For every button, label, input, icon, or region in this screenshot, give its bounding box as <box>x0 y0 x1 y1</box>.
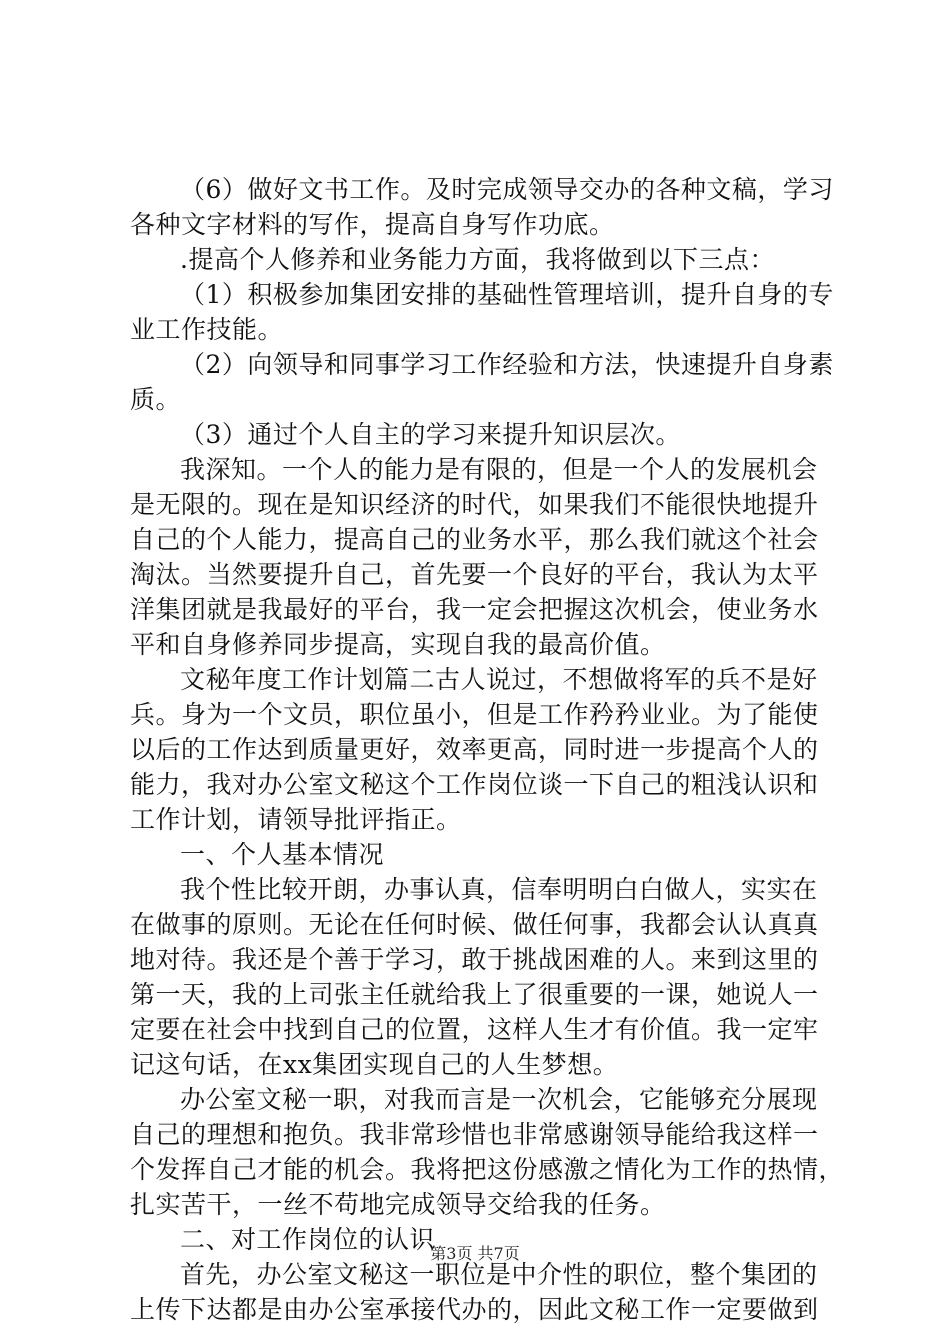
text-line: 我深知。一个人的能力是有限的，但是一个人的发展机会 <box>180 455 818 484</box>
text-line: 在做事的原则。无论在任何时候、做任何事，我都会认认真真 <box>130 910 819 939</box>
text-line: 首先，办公室文秘这一职位是中介性的职位，整个集团的 <box>180 1260 818 1289</box>
text-line: 第一天，我的上司张主任就给我上了很重要的一课，她说人一 <box>130 980 819 1009</box>
text-line: 二、对工作岗位的认识 <box>180 1225 436 1254</box>
text-line: 文秘年度工作计划篇二古人说过，不想做将军的兵不是好 <box>180 665 818 694</box>
text-line: 地对待。我还是个善于学习，敢于挑战困难的人。来到这里的 <box>130 945 819 974</box>
text-line: 能力，我对办公室文秘这个工作岗位谈一下自己的粗浅认识和 <box>130 770 819 799</box>
text-line: 个发挥自己才能的机会。我将把这份感激之情化为工作的热情， <box>130 1155 845 1184</box>
text-line: 平和自身修养同步提高，实现自我的最高价值。 <box>130 630 666 659</box>
text-line: 是无限的。现在是知识经济的时代，如果我们不能很快地提升 <box>130 490 819 519</box>
text-line: 工作计划，请领导批评指正。 <box>130 805 462 834</box>
text-line: （2）向领导和同事学习工作经验和方法，快速提升自身素 <box>180 350 834 379</box>
text-line: 上传下达都是由办公室承接代办的，因此文秘工作一定要做到 <box>130 1295 819 1324</box>
page-footer: 第3页 共7页 <box>430 1244 520 1263</box>
text-line: 我个性比较开朗，办事认真，信奉明明白白做人，实实在 <box>180 875 818 904</box>
text-line: 淘汰。当然要提升自己，首先要一个良好的平台，我认为太平 <box>130 560 819 589</box>
text-line: 质。 <box>130 385 182 414</box>
text-line: 定要在社会中找到自己的位置，这样人生才有价值。我一定牢 <box>130 1015 819 1044</box>
text-line: 自己的个人能力，提高自己的业务水平，那么我们就这个社会 <box>130 525 819 554</box>
text-line: （3）通过个人自主的学习来提升知识层次。 <box>180 420 681 449</box>
text-line: 各种文字材料的写作，提高自身写作功底。 <box>130 210 615 239</box>
text-line: 洋集团就是我最好的平台，我一定会把握这次机会，使业务水 <box>130 595 819 624</box>
text-line: 自己的理想和抱负。我非常珍惜也非常感谢领导能给我这样一 <box>130 1120 819 1149</box>
text-line: （1）积极参加集团安排的基础性管理培训，提升自身的专 <box>180 280 834 309</box>
text-line: 业工作技能。 <box>130 315 284 344</box>
document-body <box>130 172 845 1327</box>
text-line: （6）做好文书工作。及时完成领导交办的各种文稿，学习 <box>180 175 834 204</box>
text-line: .提高个人修养和业务能力方面，我将做到以下三点： <box>180 245 775 274</box>
text-line: 记这句话，在xx集团实现自己的人生梦想。 <box>130 1050 619 1079</box>
text-line: 办公室文秘一职，对我而言是一次机会，它能够充分展现 <box>180 1085 818 1114</box>
text-line: 兵。身为一个文员，职位虽小，但是工作矜矜业业。为了能使 <box>130 700 819 729</box>
text-line: 以后的工作达到质量更好，效率更高，同时进一步提高个人的 <box>130 735 819 764</box>
text-line: 一、个人基本情况 <box>180 840 385 869</box>
text-line: 扎实苦干，一丝不苟地完成领导交给我的任务。 <box>130 1190 666 1219</box>
